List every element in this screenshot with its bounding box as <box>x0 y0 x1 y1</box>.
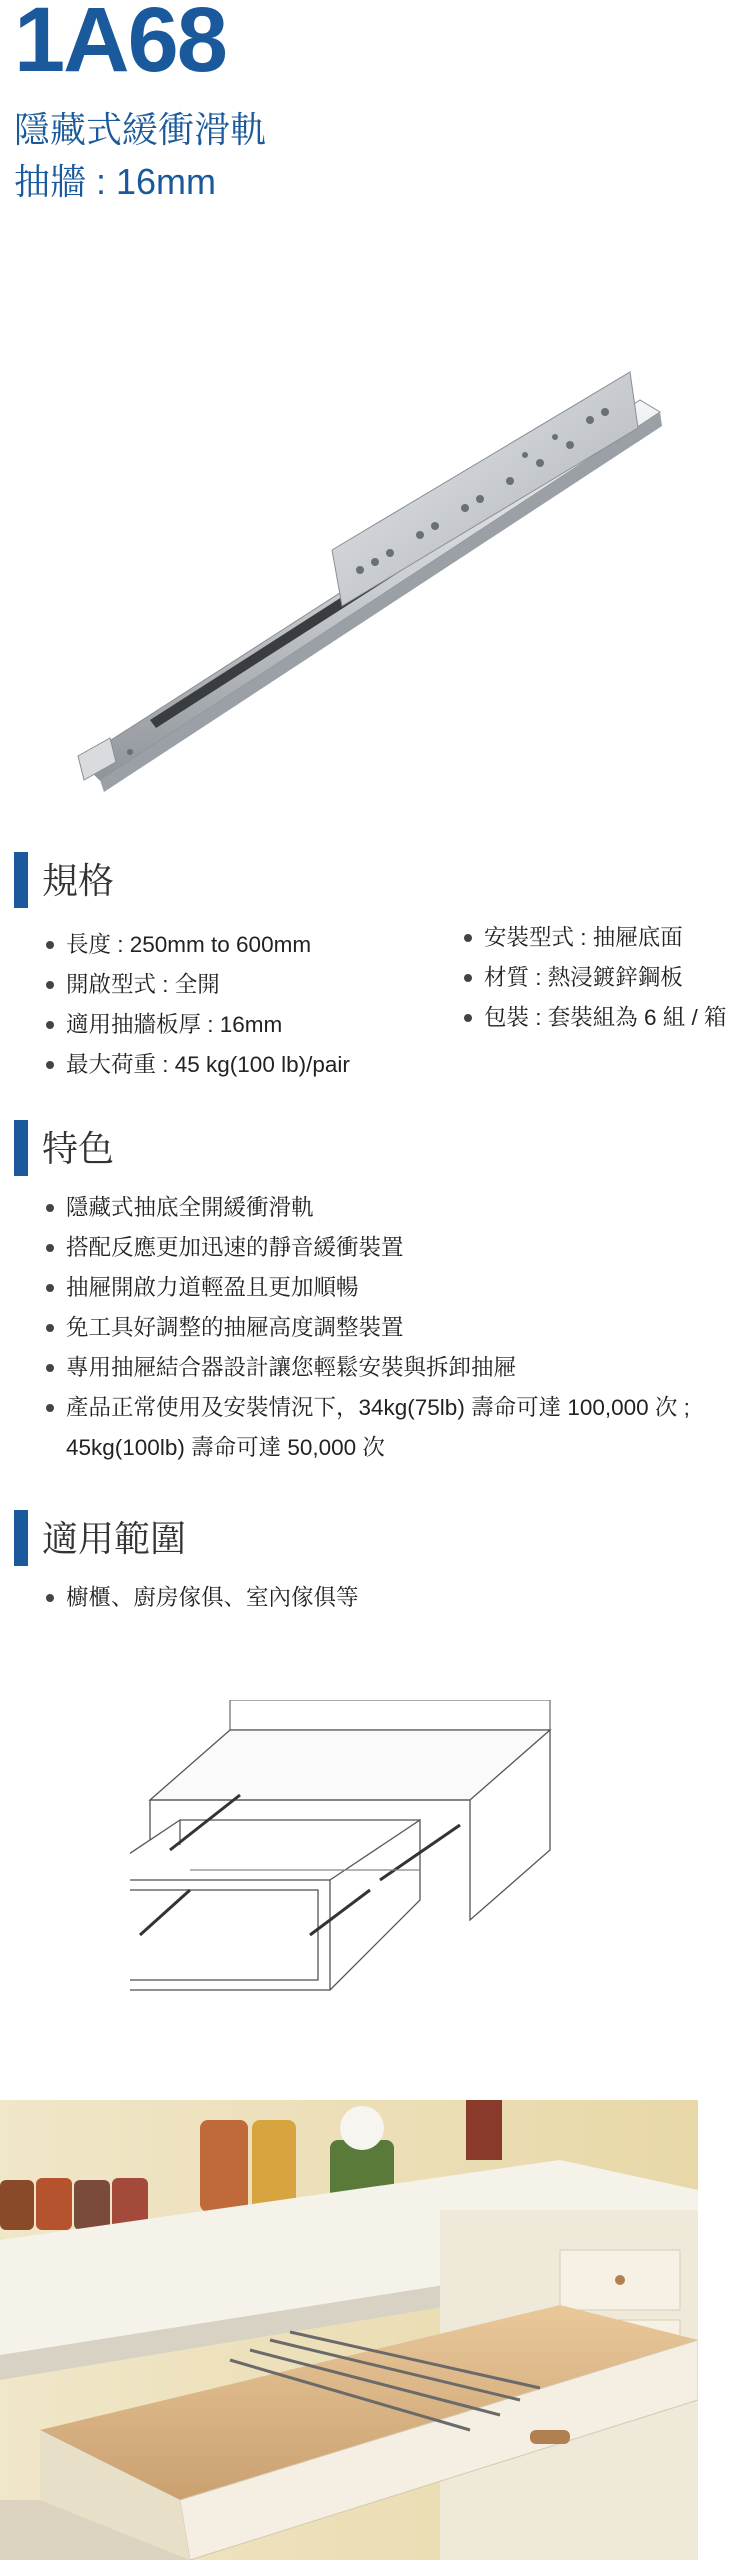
list-item: 抽屜開啟力道輕盈且更加順暢 <box>44 1268 744 1308</box>
applications-section-title: 適用範圍 <box>42 1518 187 1559</box>
kitchen-drawer-photo <box>0 2100 698 2560</box>
section-accent-bar <box>14 852 28 908</box>
spec-section-header <box>14 852 714 908</box>
list-item: 包裝 : 套裝組為 6 組 / 箱 <box>462 998 746 1038</box>
section-accent-bar <box>14 1510 28 1566</box>
product-subtitle: 隱藏式緩衝滑軌 <box>14 109 267 150</box>
list-item: 專用抽屜結合器設計讓您輕鬆安裝與拆卸抽屜 <box>44 1348 744 1388</box>
list-item: 隱藏式抽底全開緩衝滑軌 <box>44 1188 744 1228</box>
slide-rail-image <box>70 360 670 800</box>
list-item: 搭配反應更加迅速的靜音緩衝裝置 <box>44 1228 744 1268</box>
list-item: 最大荷重 : 45 kg(100 lb)/pair <box>44 1045 444 1085</box>
section-accent-bar <box>14 1120 28 1176</box>
list-item: 免工具好調整的抽屜高度調整裝置 <box>44 1308 744 1348</box>
installation-diagram <box>130 1700 570 2040</box>
drawer-wall-thickness: 抽牆 : 16mm <box>14 161 217 202</box>
spec-section-title: 規格 <box>42 860 115 901</box>
spec-list-right <box>462 918 746 1038</box>
list-item: 長度 : 250mm to 600mm <box>44 925 444 965</box>
list-item: 材質 : 熱浸鍍鋅鋼板 <box>462 958 746 998</box>
list-item: 安裝型式 : 抽屜底面 <box>462 918 746 958</box>
features-list <box>44 1188 744 1468</box>
model-number: 1A68 <box>14 0 226 91</box>
applications-section-header <box>14 1510 714 1566</box>
features-section-header <box>14 1120 714 1176</box>
list-item: 適用抽牆板厚 : 16mm <box>44 1005 444 1045</box>
features-section-title: 特色 <box>42 1128 115 1169</box>
list-item: 開啟型式 : 全開 <box>44 965 444 1005</box>
applications-list <box>44 1578 744 1618</box>
list-item: 櫥櫃、廚房傢俱、室內傢俱等 <box>44 1578 744 1618</box>
list-item: 產品正常使用及安裝情況下，34kg(75lb) 壽命可達 100,000 次 ; 45kg(100lb) 壽命可達 50,000 次 <box>44 1388 744 1468</box>
spec-list-left <box>44 925 444 1085</box>
